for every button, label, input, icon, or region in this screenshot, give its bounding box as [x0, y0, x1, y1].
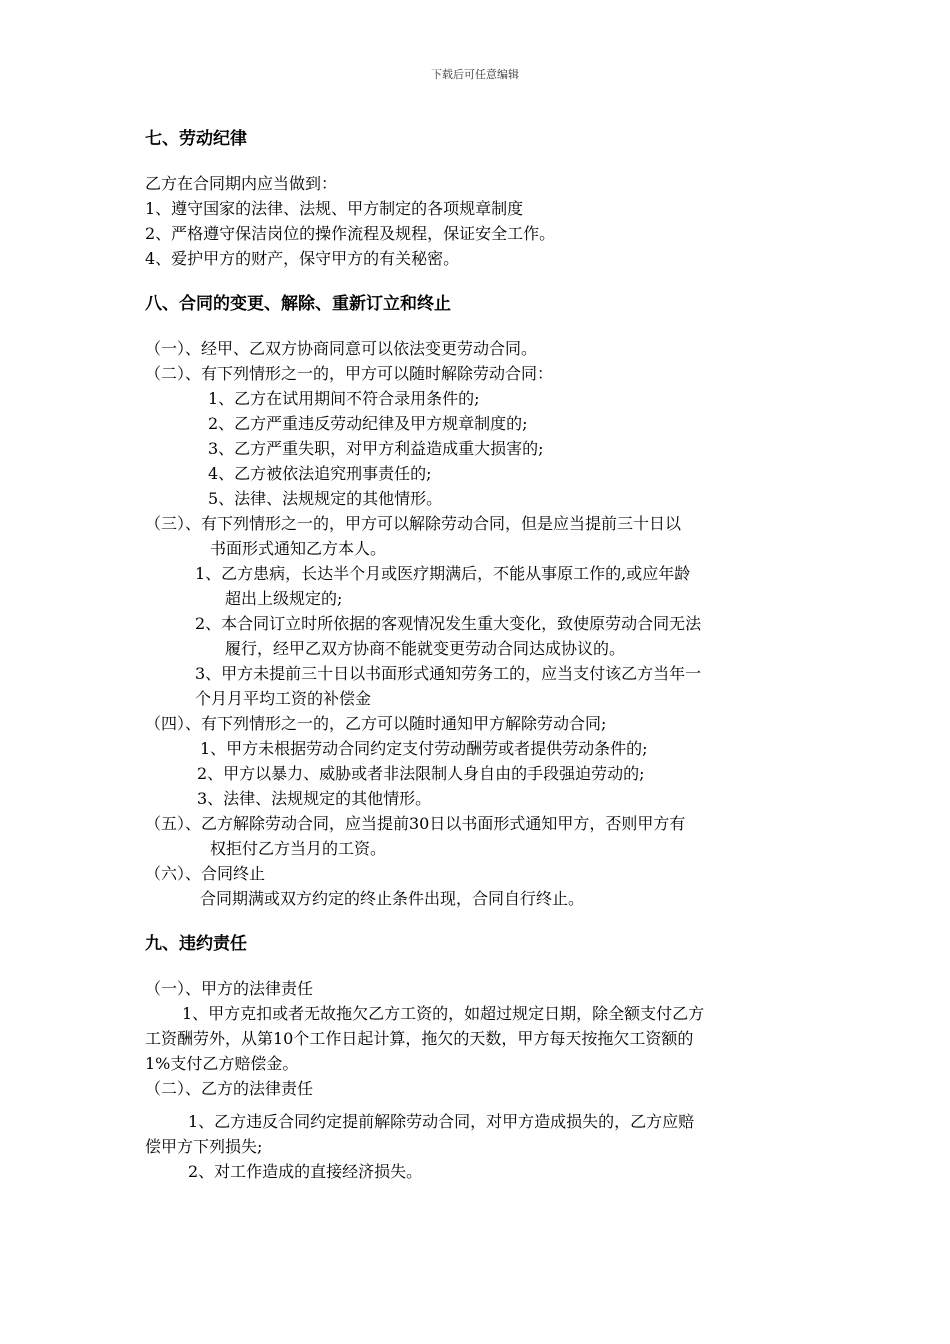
clause-3-item: 2、本合同订立时所依据的客观情况发生重大变化，致使原劳动合同无法	[195, 614, 702, 633]
section-7-title: 七、劳动纪律	[145, 129, 247, 149]
clause-4-item: 3、法律、法规规定的其他情形。	[197, 789, 432, 808]
clause-3-item-cont: 履行，经甲乙双方协商不能就变更劳动合同达成协议的。	[225, 639, 626, 658]
section-9-clause-1: （一）、甲方的法律责任	[145, 979, 314, 998]
section-8-title: 八、合同的变更、解除、重新订立和终止	[145, 294, 451, 314]
section-8-clause-3: （三）、有下列情形之一的，甲方可以解除劳动合同，但是应当提前三十日以	[145, 514, 682, 533]
page-header: 下载后可任意编辑	[431, 68, 519, 81]
section-8-clause-5: （五）、乙方解除劳动合同，应当提前30日以书面形式通知甲方，否则甲方有	[145, 814, 686, 833]
section-9-title: 九、违约责任	[145, 934, 247, 954]
clause-3-item-cont: 个月月平均工资的补偿金	[195, 689, 372, 708]
section-9-clause-2-item: 2、对工作造成的直接经济损失。	[188, 1162, 423, 1181]
section-8-clause-4: （四）、有下列情形之一的，乙方可以随时通知甲方解除劳动合同;	[145, 714, 607, 733]
section-7-item: 2、严格遵守保洁岗位的操作流程及规程，保证安全工作。	[145, 224, 556, 243]
clause-2-item: 2、乙方严重违反劳动纪律及甲方规章制度的;	[208, 414, 528, 433]
section-9-clause-1-text: 1%支付乙方赔偿金。	[145, 1054, 299, 1073]
clause-4-item: 2、甲方以暴力、威胁或者非法限制人身自由的手段强迫劳动的;	[197, 764, 645, 783]
clause-2-item: 1、乙方在试用期间不符合录用条件的;	[208, 389, 480, 408]
section-7-item: 4、爱护甲方的财产，保守甲方的有关秘密。	[145, 249, 460, 268]
section-8-clause-6: （六）、合同终止	[145, 864, 266, 883]
section-8-clause-2: （二）、有下列情形之一的，甲方可以随时解除劳动合同：	[145, 364, 554, 383]
section-9-clause-2-item-cont: 偿甲方下列损失;	[145, 1137, 263, 1156]
section-7-item: 1、遵守国家的法律、法规、甲方制定的各项规章制度	[145, 199, 524, 218]
clause-3-item-cont: 超出上级规定的;	[225, 589, 343, 608]
clause-2-item: 5、法律、法规规定的其他情形。	[208, 489, 443, 508]
section-7-intro: 乙方在合同期内应当做到：	[145, 174, 338, 193]
section-9-clause-1-text: 1、甲方克扣或者无故拖欠乙方工资的，如超过规定日期，除全额支付乙方	[182, 1004, 705, 1023]
section-9-clause-2: （二）、乙方的法律责任	[145, 1079, 314, 1098]
clause-3-item: 3、甲方未提前三十日以书面形式通知劳务工的，应当支付该乙方当年一	[195, 664, 702, 683]
section-8-clause-5-cont: 权拒付乙方当月的工资。	[210, 839, 387, 858]
clause-4-item: 1、甲方未根据劳动合同约定支付劳动酬劳或者提供劳动条件的;	[200, 739, 648, 758]
section-8-clause-1: （一）、经甲、乙双方协商同意可以依法变更劳动合同。	[145, 339, 538, 358]
section-8-clause-6-text: 合同期满或双方约定的终止条件出现，合同自行终止。	[200, 889, 585, 908]
clause-2-item: 4、乙方被依法追究刑事责任的;	[208, 464, 432, 483]
section-9-clause-1-text: 工资酬劳外，从第10个工作日起计算，拖欠的天数，甲方每天按拖欠工资额的	[145, 1029, 694, 1048]
section-8-clause-3-cont: 书面形式通知乙方本人。	[210, 539, 387, 558]
clause-3-item: 1、乙方患病，长达半个月或医疗期满后，不能从事原工作的,或应年龄	[195, 564, 691, 583]
clause-2-item: 3、乙方严重失职，对甲方利益造成重大损害的;	[208, 439, 544, 458]
section-9-clause-2-item: 1、乙方违反合同约定提前解除劳动合同，对甲方造成损失的，乙方应赔	[188, 1112, 695, 1131]
